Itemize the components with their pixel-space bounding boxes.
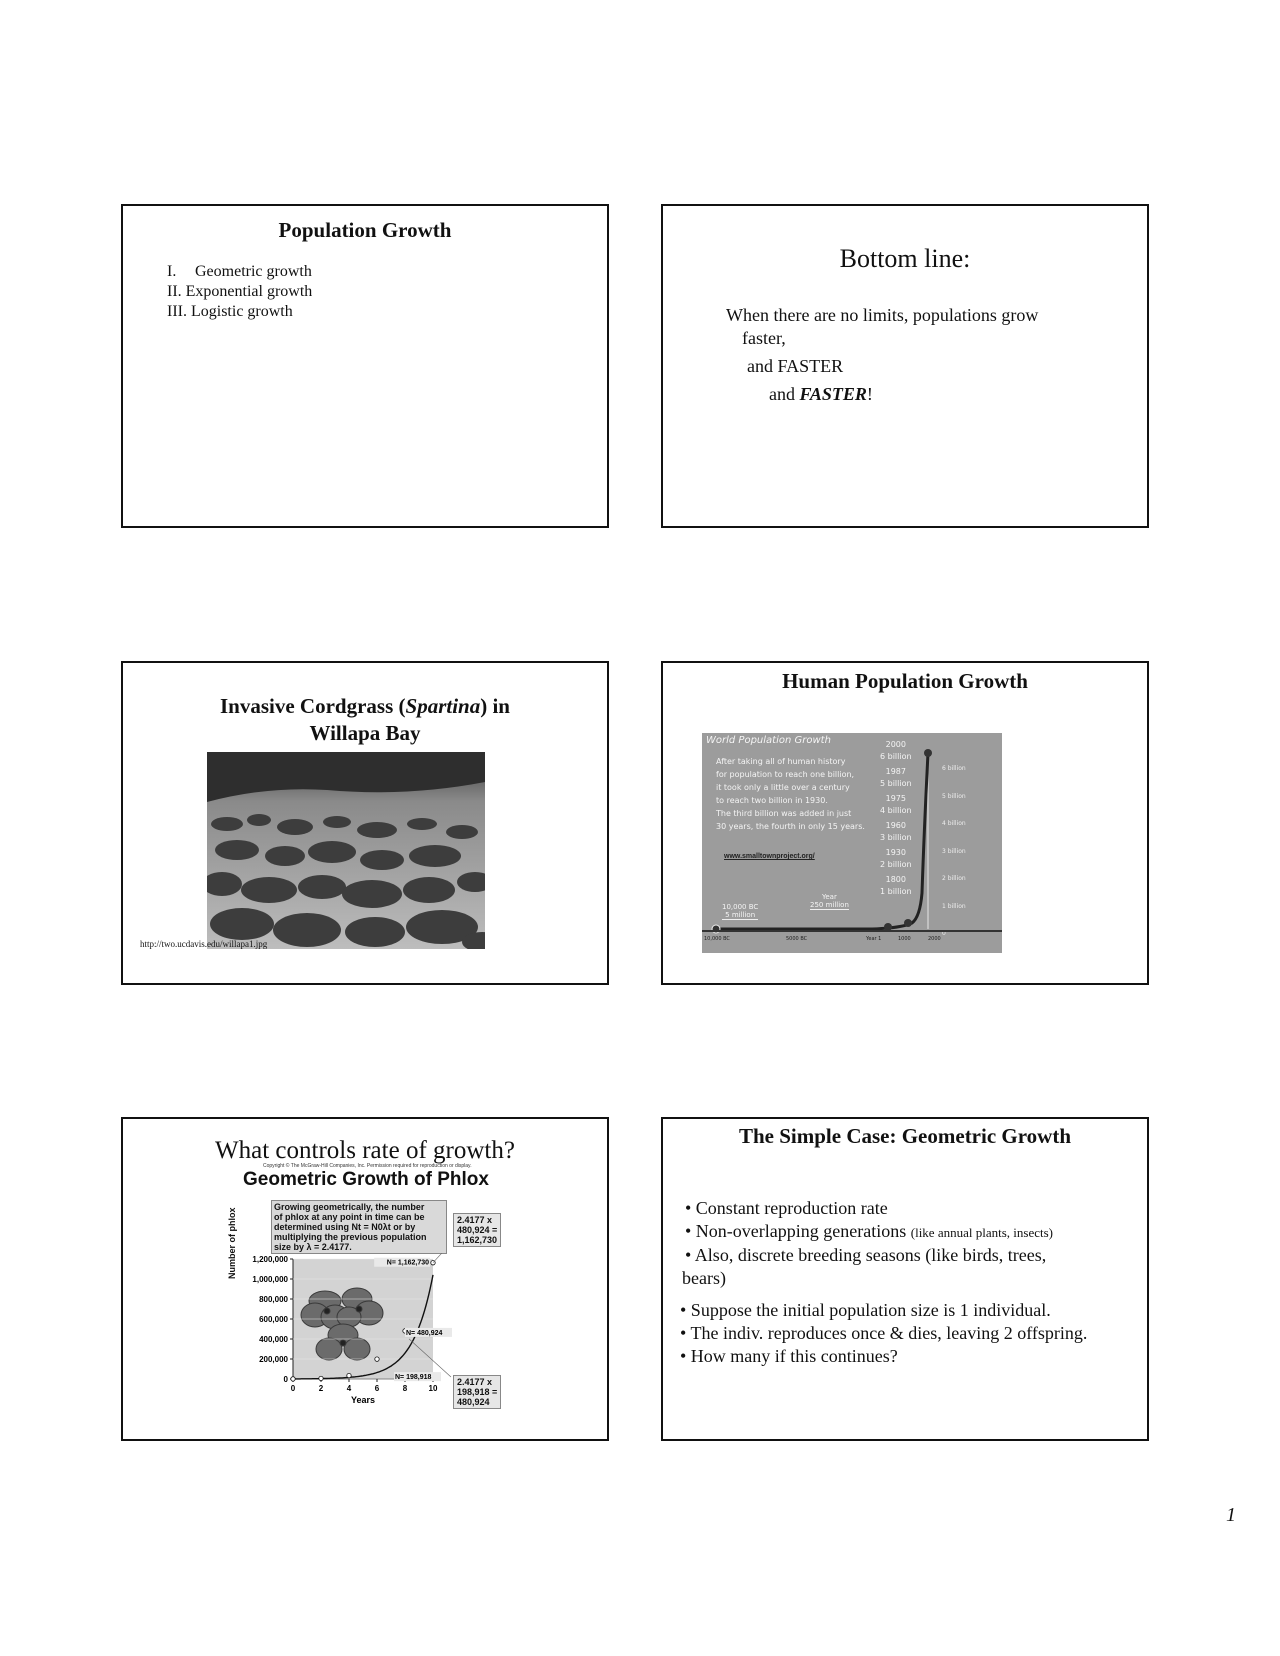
callout-left-line1: 10,000 BC <box>722 903 759 911</box>
milestone-pop: 1 billion <box>880 887 912 896</box>
calc-box-top <box>453 1213 501 1247</box>
line-2: faster, <box>742 328 786 348</box>
chart-text-line: 30 years, the fourth in only 15 years. <box>716 822 865 831</box>
slide-simple-case <box>661 1117 1149 1441</box>
x-label: 5000 BC <box>786 936 808 942</box>
line-4-pre: and <box>769 384 800 404</box>
slide-invasive-cordgrass <box>121 661 609 985</box>
line-4-post: ! <box>866 384 873 404</box>
y-tick-label: 0 <box>283 1375 288 1384</box>
x-tick-label: 4 <box>346 1384 352 1393</box>
milestone-year: 1960 <box>885 821 906 830</box>
title-emphasis: Spartina <box>405 694 481 718</box>
y-tick-label: 200,000 <box>259 1355 288 1364</box>
milestone-pop: 2 billion <box>880 860 912 869</box>
bullet-item: • Also, discrete breeding seasons (like birds, trees, <box>685 1245 1047 1265</box>
right-axis-label: 0 <box>942 930 946 937</box>
phlox-chart <box>223 1253 463 1413</box>
right-axis-label: 4 billion <box>942 820 966 827</box>
item-number: III. <box>167 303 187 320</box>
slide-title: Bottom line: <box>839 244 971 273</box>
bullet-text: • Non-overlapping generations <box>685 1221 907 1241</box>
data-point <box>319 1376 323 1380</box>
data-point <box>375 1357 379 1361</box>
slide-title <box>123 693 607 747</box>
x-label: 2000 <box>928 936 941 942</box>
calc-line: 480,924 <box>457 1397 490 1407</box>
y-tick-label: 600,000 <box>259 1315 288 1324</box>
figure-caption <box>271 1200 447 1254</box>
caption-line: determined using Nt = N0λt or by <box>274 1222 416 1232</box>
chart-text-line: After taking all of human history <box>716 757 846 766</box>
outline-item <box>167 302 312 322</box>
bullet-item <box>685 1220 1053 1244</box>
bullet-list-1 <box>682 1197 1053 1290</box>
caption-line: multiplying the previous population <box>274 1232 427 1242</box>
item-text: Exponential growth <box>185 283 313 300</box>
chart-text-line: for population to reach one billion, <box>716 770 855 779</box>
milestone-year: 1987 <box>885 767 906 776</box>
milestone-year: 1800 <box>885 875 906 884</box>
outline-item <box>167 282 312 302</box>
slide-rate-of-growth <box>121 1117 609 1441</box>
title-post: ) in <box>480 694 510 718</box>
item-text: Geometric growth <box>195 263 312 280</box>
x-tick-label: 2 <box>318 1384 324 1393</box>
bullet-item: • The indiv. reproduces once & dies, leaving 2 offspring. <box>680 1323 1088 1343</box>
milestone-pop: 3 billion <box>880 833 912 842</box>
chart-text-line: it took only a little over a century <box>716 783 850 792</box>
leader-line-top <box>433 1253 451 1263</box>
world-population-chart <box>702 733 1002 953</box>
milestone-year: 1975 <box>885 794 906 803</box>
calc-line: 198,918 = <box>457 1387 498 1397</box>
calc-line: 2.4177 x <box>457 1215 493 1225</box>
milestone-year: 1930 <box>885 848 906 857</box>
chart-text-line: The third billion was added in just <box>716 809 852 818</box>
bullet-item: • Constant reproduction rate <box>685 1198 888 1218</box>
x-label: Year 1 <box>866 936 882 942</box>
title-pre: Invasive Cordgrass ( <box>220 694 406 718</box>
outline-list <box>167 262 312 322</box>
right-axis-label: 1 billion <box>942 902 966 910</box>
milestone-pop: 4 billion <box>880 806 912 815</box>
y-tick-label: 800,000 <box>259 1295 288 1304</box>
line-1: When there are no limits, populations grow <box>726 305 1039 325</box>
line-4-emphasis: FASTER <box>799 384 867 404</box>
slide-title: What controls rate of growth? <box>215 1137 515 1164</box>
y-axis-title: Number of phlox <box>227 1207 237 1279</box>
bullet-list-2 <box>680 1299 1087 1368</box>
x-tick-label: 8 <box>402 1384 408 1393</box>
caption-line: Growing geometrically, the number <box>274 1202 425 1212</box>
data-point <box>347 1373 351 1377</box>
x-label: 10,000 BC <box>704 936 730 942</box>
bullet-note: (like annual plants, insects) <box>910 1225 1053 1240</box>
slide-title: Human Population Growth <box>782 669 1028 693</box>
x-label: 1000 <box>898 936 911 942</box>
caption-line: of phlox at any point in time can be <box>274 1212 425 1222</box>
line-3: and FASTER <box>747 356 844 376</box>
x-tick-label: 6 <box>374 1384 380 1393</box>
calc-line: 1,162,730 <box>457 1235 498 1245</box>
x-tick-label: 0 <box>290 1384 296 1393</box>
y-tick-label: 1,200,000 <box>252 1255 288 1264</box>
label-198918: N= 198,918 <box>395 1374 432 1382</box>
slide-bottom-line <box>661 204 1149 528</box>
callout-left-line2: 5 million <box>725 911 756 919</box>
copyright-notice: Copyright © The McGraw-Hill Companies, Inc. Permission required for reproduction or display. <box>263 1163 472 1169</box>
callout-mid-line1: Year <box>822 893 837 901</box>
callout-mid <box>810 893 849 910</box>
milestone-pop: 5 billion <box>880 779 912 788</box>
milestone-year: 2000 <box>885 740 906 749</box>
slide-title: The Simple Case: Geometric Growth <box>738 1124 1072 1148</box>
x-tick-label: 10 <box>428 1384 438 1393</box>
label-1162730: N= 1,162,730 <box>386 1259 429 1267</box>
x-axis-title: Years <box>350 1395 376 1405</box>
bullet-item-cont: bears) <box>682 1268 726 1288</box>
cordgrass-photo <box>207 752 485 949</box>
bullet-item: • Suppose the initial population size is 1 individual. <box>680 1300 1051 1320</box>
slide-population-growth <box>121 204 609 528</box>
slide-title: Population Growth <box>278 218 452 242</box>
line-4 <box>769 383 873 406</box>
chart-url: www.smalltownproject.org/ <box>724 853 815 860</box>
milestone-pop: 6 billion <box>880 752 912 761</box>
photo-source: http://two.ucdavis.edu/willapa1.jpg <box>140 939 268 949</box>
item-number: I. <box>167 263 177 280</box>
item-number: II. <box>167 283 182 300</box>
title-line2: Willapa Bay <box>309 721 421 745</box>
chart-text-line: to reach two billion in 1930. <box>716 796 828 805</box>
callout-mid-line2: 250 million <box>810 901 849 909</box>
slide-human-population-growth <box>661 661 1149 985</box>
y-tick-label: 400,000 <box>259 1335 288 1344</box>
caption-line: size by λ = 2.4177. <box>274 1242 352 1252</box>
right-axis-label: 5 billion <box>942 792 966 800</box>
right-axis-label: 6 billion <box>942 765 966 772</box>
callout-left <box>722 903 758 920</box>
figure-title: Geometric Growth of Phlox <box>243 1169 489 1190</box>
calc-line: 2.4177 x <box>457 1377 493 1387</box>
world-population-curve <box>702 733 1002 953</box>
chart-heading: World Population Growth <box>706 735 831 746</box>
y-tick-label: 1,000,000 <box>252 1275 288 1284</box>
right-axis-label: 3 billion <box>942 847 966 855</box>
outline-item <box>167 262 312 282</box>
item-text: Logistic growth <box>190 303 293 320</box>
data-point <box>291 1377 295 1381</box>
right-axis-label: 2 billion <box>942 875 966 882</box>
y-axis-label <box>227 1208 237 1280</box>
calc-line: 480,924 = <box>457 1225 498 1235</box>
label-480924: N= 480,924 <box>406 1329 443 1337</box>
page-number: 1 <box>1226 1504 1236 1526</box>
bullet-item: • How many if this continues? <box>680 1346 898 1366</box>
